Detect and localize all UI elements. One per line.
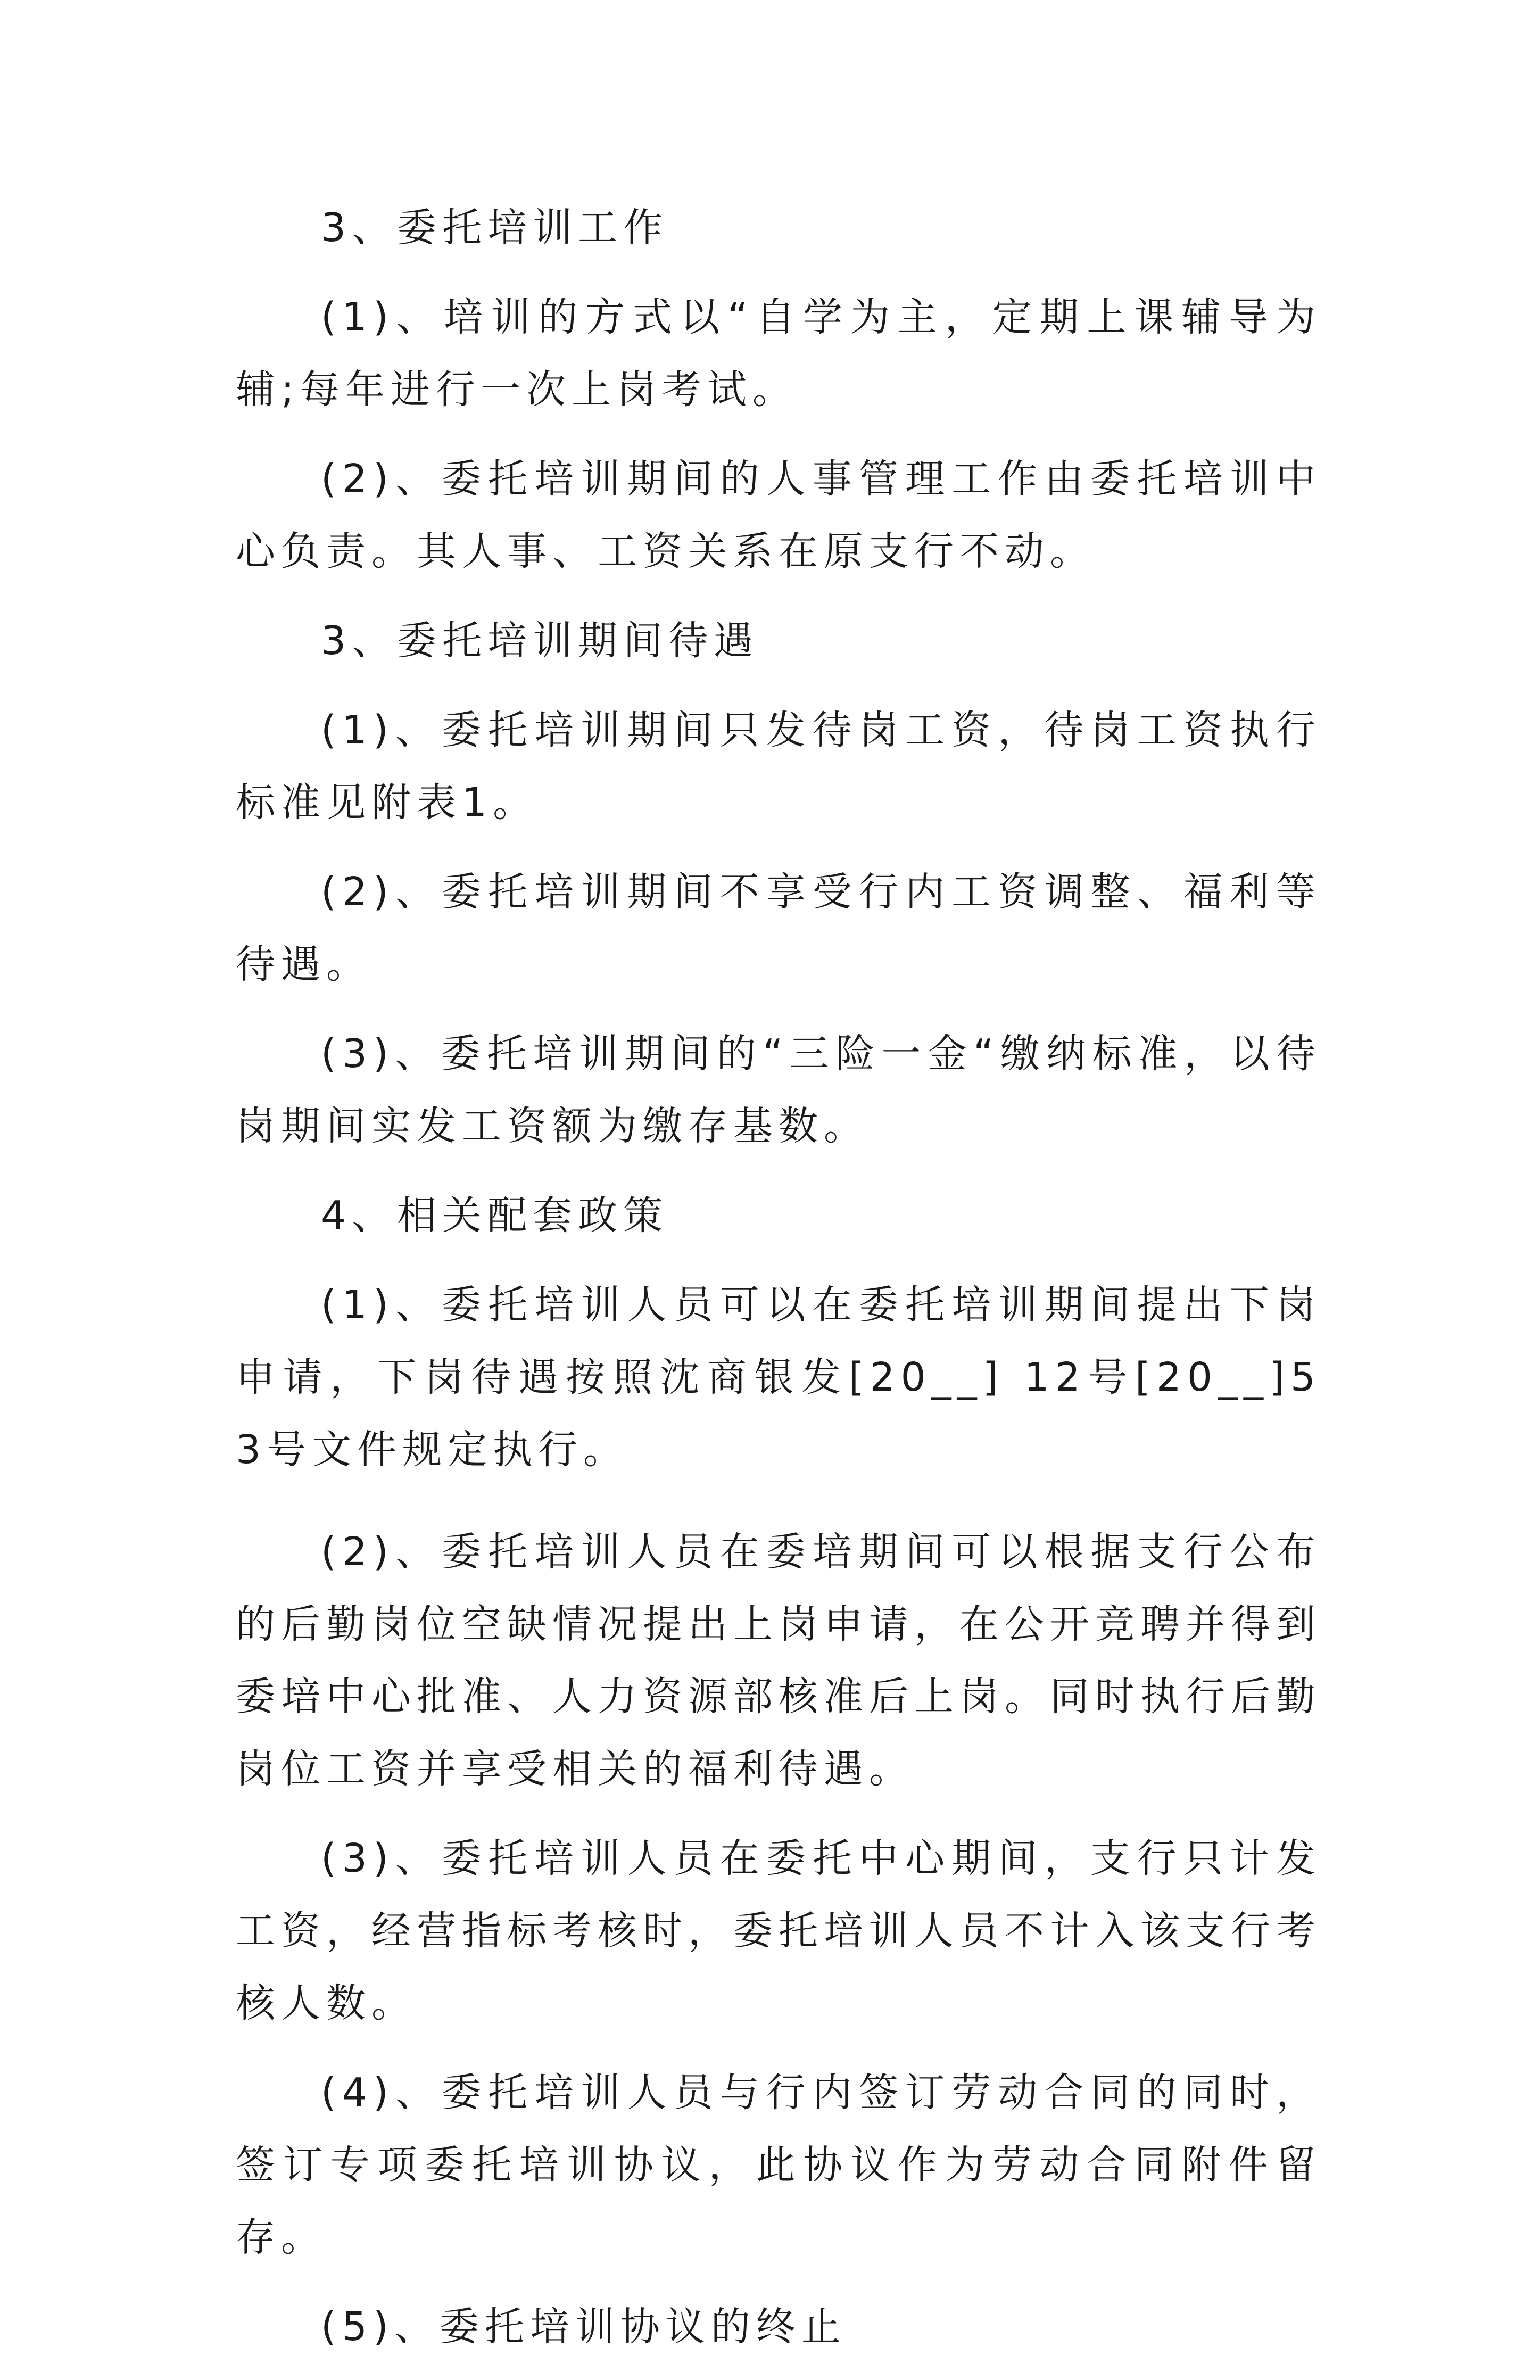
paragraph-assessment: (3)、委托培训人员在委托中心期间，支行只计发工资，经营指标考核时，委托培训人员不计入该支行考核人数。 — [236, 1836, 1321, 2026]
paragraph-layoff-application: (1)、委托培训人员可以在委托培训期间提出下岗申请，下岗待遇按照沈商银发[20__] 12号[20__]53号文件规定执行。 — [236, 1282, 1321, 1473]
paragraph-insurance-standard: (3)、委托培训期间的“三险一金“缴纳标准，以待岗期间实发工资额为缴存基数。 — [236, 1031, 1321, 1149]
paragraph-reemployment-application: (2)、委托培训人员在委培期间可以根据支行公布的后勤岗位空缺情况提出上岗申请，在公开竞聘并得到委培中心批准、人力资源部核准后上岗。同时执行后勤岗位工资并享受相关的福利待遇。 — [236, 1529, 1321, 1792]
section-heading-training-work: 3、委托培训工作 — [321, 205, 669, 251]
paragraph-agreement-termination: (5)、委托培训协议的终止 — [321, 2304, 847, 2350]
document-body — [236, 192, 1321, 2380]
paragraph-training-method: (1)、培训的方式以“自学为主，定期上课辅导为辅;每年进行一次上岗考试。 — [236, 294, 1321, 412]
paragraph-waiting-wage: (1)、委托培训期间只发待岗工资，待岗工资执行标准见附表1。 — [236, 707, 1321, 825]
paragraph-no-adjustment: (2)、委托培训期间不享受行内工资调整、福利等待遇。 — [236, 869, 1321, 987]
section-heading-supporting-policies: 4、相关配套政策 — [321, 1193, 669, 1238]
paragraph-training-agreement: (4)、委托培训人员与行内签订劳动合同的同时，签订专项委托培训协议，此协议作为劳动合同附件留存。 — [236, 2070, 1321, 2260]
section-heading-treatment: 3、委托培训期间待遇 — [321, 618, 759, 664]
paragraph-personnel-management: (2)、委托培训期间的人事管理工作由委托培训中心负责。其人事、工资关系在原支行不动。 — [236, 456, 1321, 574]
